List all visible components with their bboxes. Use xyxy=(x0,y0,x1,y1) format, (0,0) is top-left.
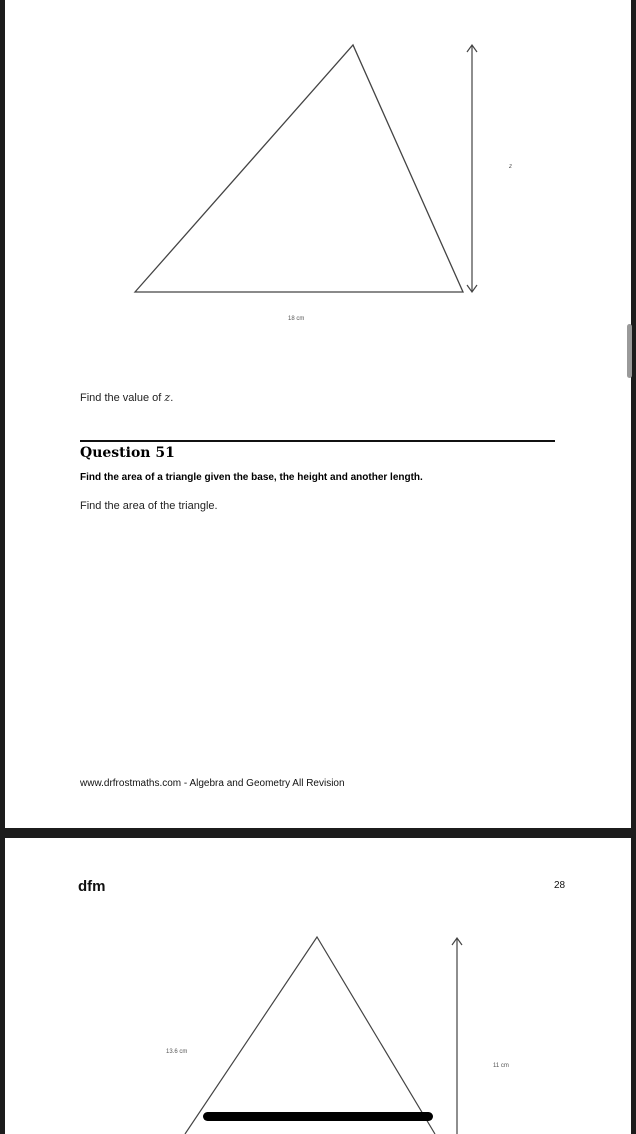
page-number: 28 xyxy=(554,880,566,891)
find-value-prompt xyxy=(80,391,173,404)
home-indicator-bar[interactable] xyxy=(203,1112,433,1121)
base-label: 18 cm xyxy=(288,316,305,322)
question-prompt: Find the area of the triangle. xyxy=(80,500,218,512)
page-footer: www.drfrostmaths.com - Algebra and Geometry All Revision xyxy=(80,778,345,789)
height-label-2: 11 cm xyxy=(493,1063,509,1069)
scroll-indicator[interactable] xyxy=(627,324,632,378)
brand-logo: dfm xyxy=(78,878,106,895)
triangle-shape xyxy=(135,45,463,292)
prompt-text: Find the value of xyxy=(80,392,165,404)
document-page-2 xyxy=(5,838,631,1134)
triangle-diagram-2 xyxy=(5,838,631,1134)
question-heading: Question 51 xyxy=(80,445,175,461)
question-description: Find the area of a triangle given the base, the height and another length. xyxy=(80,472,423,483)
side-length-label: 13.6 cm xyxy=(166,1049,188,1055)
height-label: z xyxy=(509,164,512,170)
prompt-variable: z xyxy=(164,391,171,404)
triangle-diagram-1 xyxy=(5,0,631,340)
prompt-period: . xyxy=(170,392,174,404)
triangle-shape-2 xyxy=(185,937,435,1134)
question-divider xyxy=(80,440,555,442)
document-page-1 xyxy=(5,0,631,828)
